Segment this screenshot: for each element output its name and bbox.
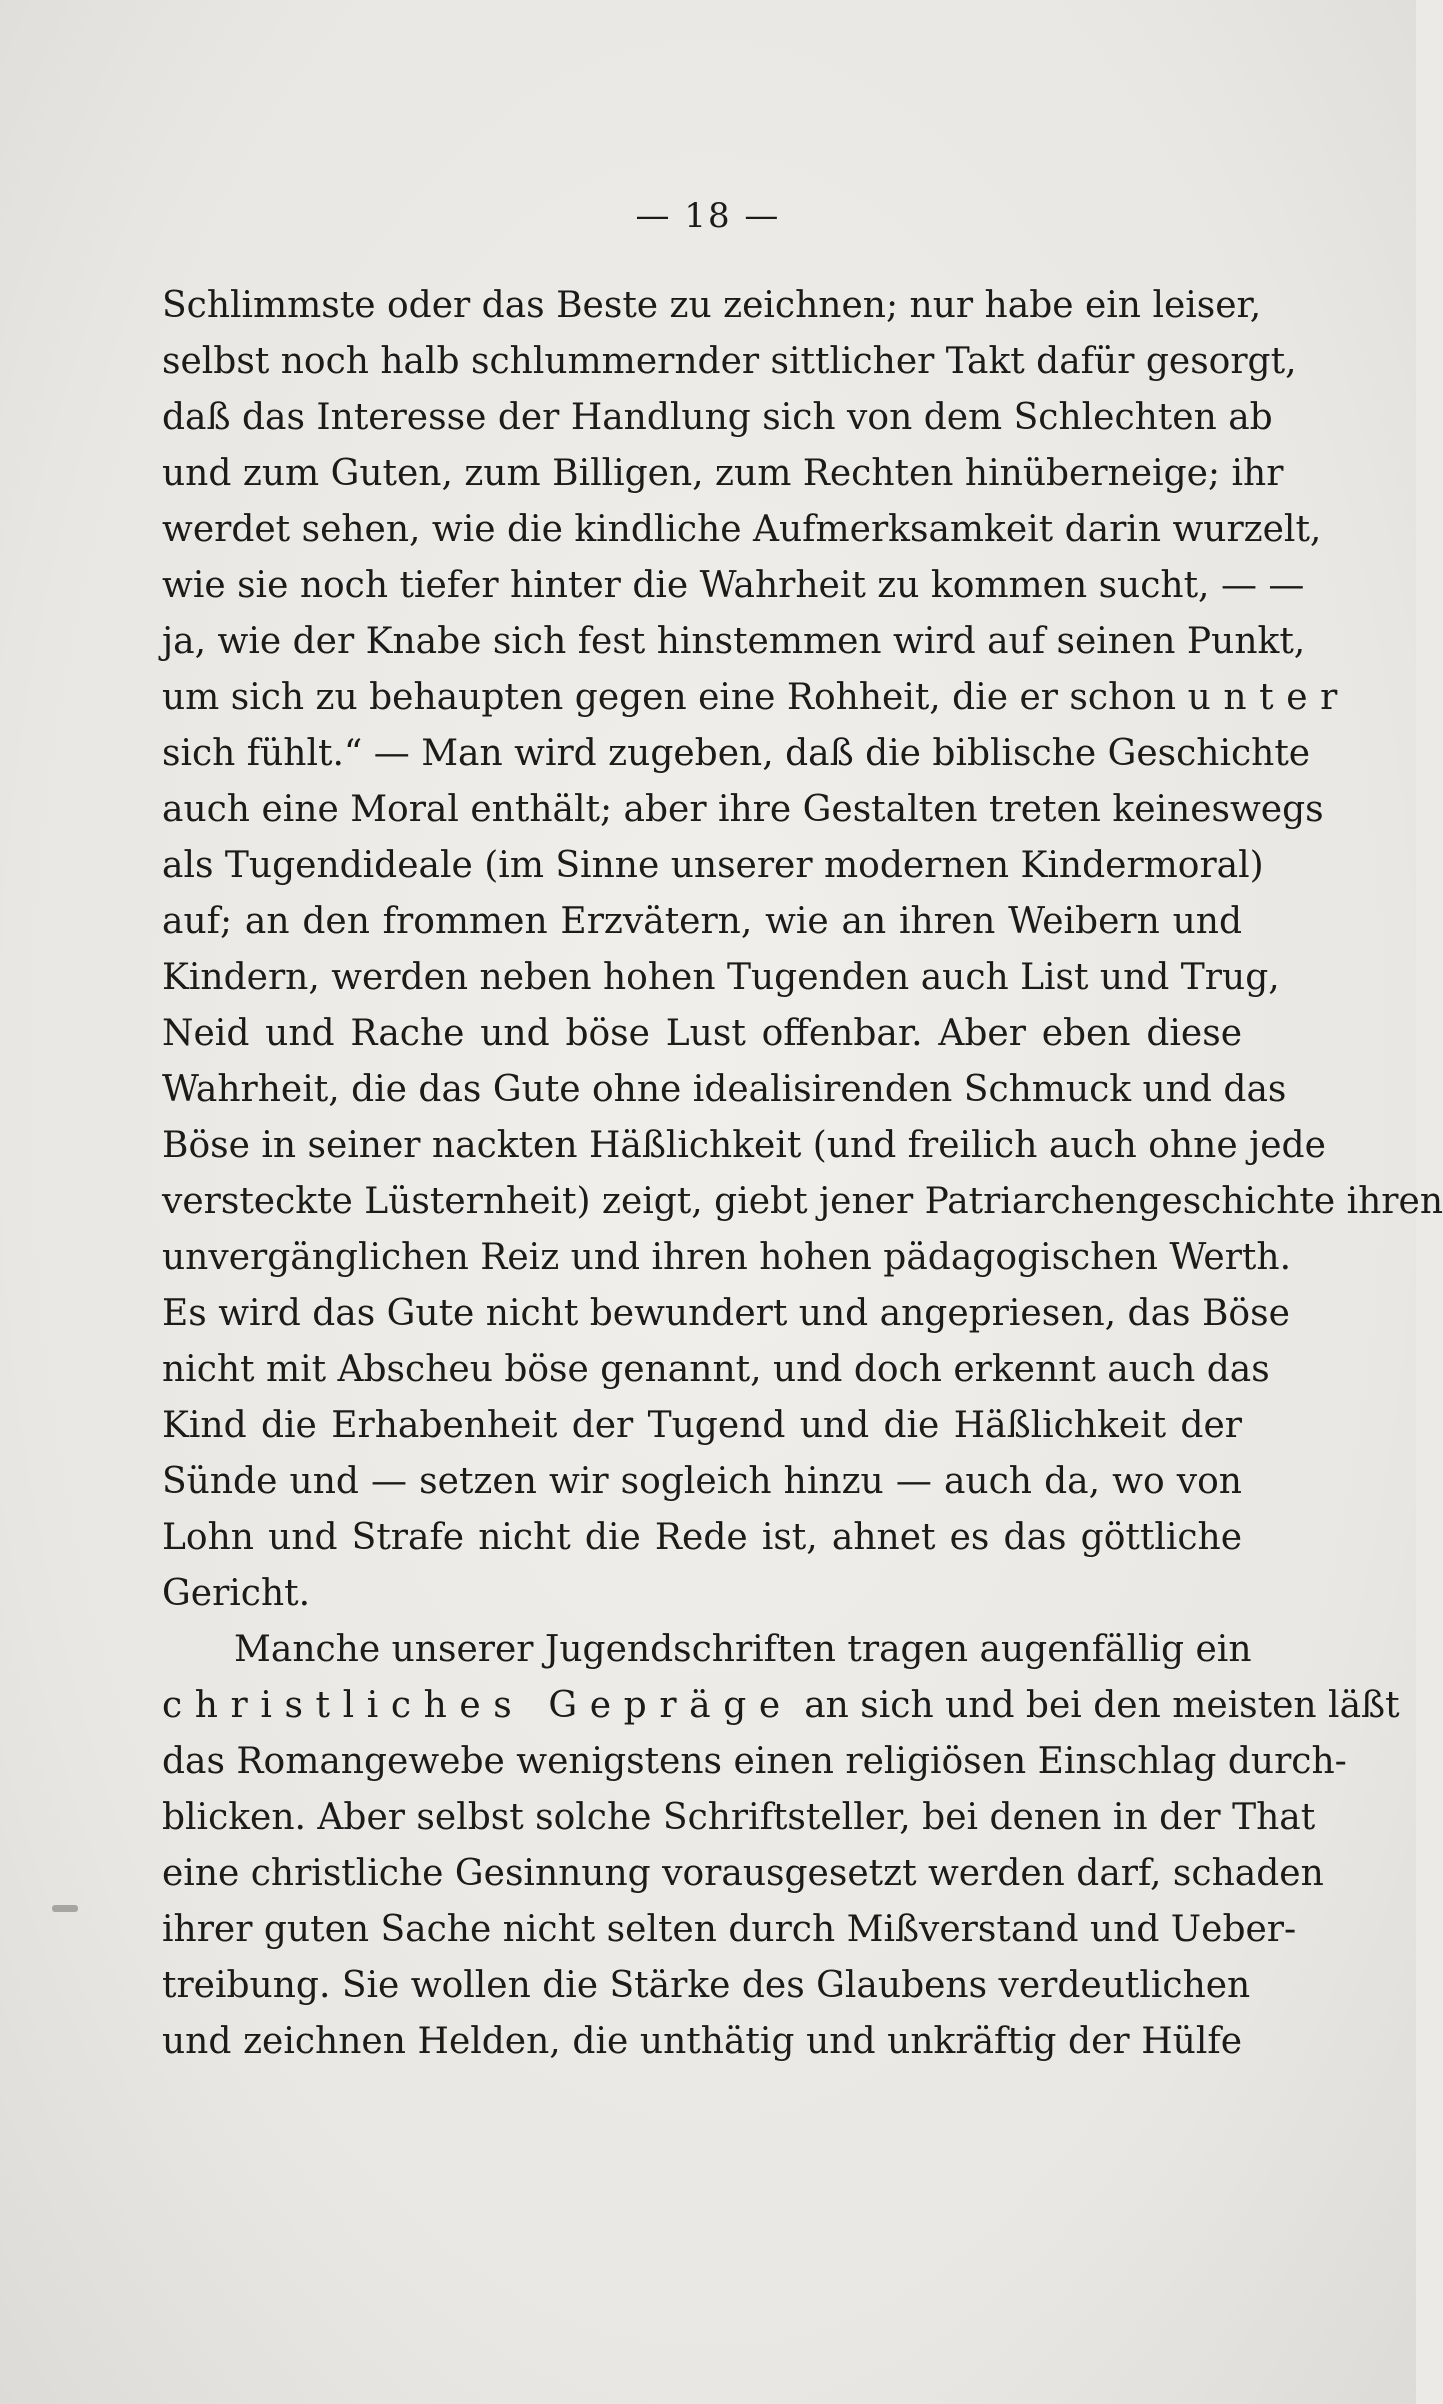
text-line: Kind die Erhabenheit der Tugend und die Häßlichkeit der [162, 1405, 1242, 1446]
page-number: — 18 — [635, 196, 781, 236]
text-line: Manche unserer Jugendschriften tragen augenfällig ein [234, 1629, 1252, 1670]
text-line: daß das Interesse der Handlung sich von dem Schlechten ab [162, 397, 1273, 438]
text-line: und zeichnen Helden, die unthätig und unkräftig der Hülfe [162, 2021, 1242, 2062]
text-line: wie sie noch tiefer hinter die Wahrheit zu kommen sucht, — — [162, 565, 1305, 606]
paper-smudge [52, 1905, 78, 1912]
text-line [162, 670, 1350, 726]
text-line: eine christliche Gesinnung vorausgesetzt werden darf, schaden [162, 1853, 1324, 1894]
text-line: als Tugendideale (im Sinne unserer modernen Kindermoral) [162, 845, 1264, 886]
text-line: Böse in seiner nackten Häßlichkeit (und freilich auch ohne jede [162, 1125, 1326, 1166]
text-line: Gericht. [162, 1573, 311, 1614]
text-line: ihrer guten Sache nicht selten durch Mißverstand und Ueber- [162, 1909, 1297, 1950]
text-line: Lohn und Strafe nicht die Rede ist, ahnet es das göttliche [162, 1517, 1242, 1558]
text-line: blicken. Aber selbst solche Schriftsteller, bei denen in der That [162, 1797, 1316, 1838]
body-text [162, 278, 1443, 2070]
text-line-rest: an sich und bei den meisten läßt [804, 1685, 1400, 1726]
text-line: ja, wie der Knabe sich fest hinstemmen wird auf seinen Punkt, [162, 621, 1306, 662]
text-line: sich fühlt.“ — Man wird zugeben, daß die biblische Geschichte [162, 733, 1311, 774]
text-line [162, 1678, 1400, 1734]
text-line: auch eine Moral enthält; aber ihre Gestalten treten keineswegs [162, 789, 1324, 830]
text-line: Wahrheit, die das Gute ohne idealisirenden Schmuck und das [162, 1069, 1287, 1110]
text-line: auf; an den frommen Erzvätern, wie an ihren Weibern und [162, 901, 1242, 942]
text-line: versteckte Lüsternheit) zeigt, giebt jener Patriarchengeschichte ihren [162, 1181, 1443, 1222]
text-line: Kindern, werden neben hohen Tugenden auch List und Trug, [162, 957, 1280, 998]
text-line: selbst noch halb schlummernder sittlicher Takt dafür gesorgt, [162, 341, 1297, 382]
text-line: unvergänglichen Reiz und ihren hohen pädagogischen Werth. [162, 1237, 1292, 1278]
text-line: Es wird das Gute nicht bewundert und angepriesen, das Böse [162, 1293, 1290, 1334]
text-line: Neid und Rache und böse Lust offenbar. Aber eben diese [162, 1013, 1242, 1054]
text-line: nicht mit Abscheu böse genannt, und doch erkennt auch das [162, 1349, 1270, 1390]
text-line: das Romangewebe wenigstens einen religiösen Einschlag durch- [162, 1741, 1347, 1782]
text-line-start: um sich zu behaupten gegen eine Rohheit, die er schon [162, 677, 1177, 718]
text-line: werdet sehen, wie die kindliche Aufmerksamkeit darin wurzelt, [162, 509, 1322, 550]
text-line: und zum Guten, zum Billigen, zum Rechten hinüberneige; ihr [162, 453, 1284, 494]
text-line: Sünde und — setzen wir sogleich hinzu — auch da, wo von [162, 1461, 1242, 1502]
emphasized-word: unter [1187, 677, 1350, 718]
text-line: Schlimmste oder das Beste zu zeichnen; nur habe ein leiser, [162, 285, 1262, 326]
emphasized-phrase: christliches Gepräge [162, 1685, 793, 1726]
text-line: treibung. Sie wollen die Stärke des Glaubens verdeutlichen [162, 1965, 1251, 2006]
